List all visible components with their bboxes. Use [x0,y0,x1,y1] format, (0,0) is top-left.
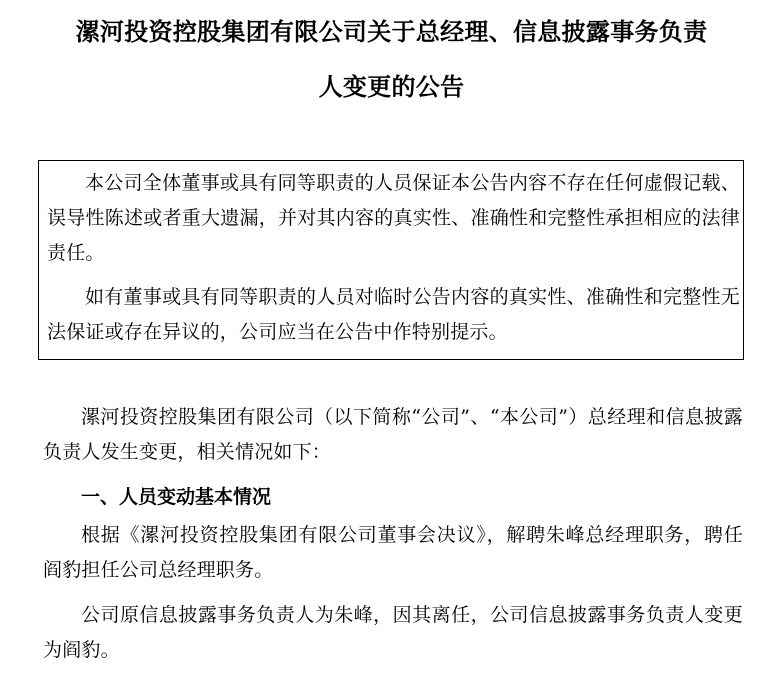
title-line-2: 人变更的公告 [318,72,465,101]
intro-paragraph: 漯河投资控股集团有限公司（以下简称“公司”、“本公司”）总经理和信息披露负责人发生变更，相关情况如下： [43,406,743,463]
section-paragraph-appointment: 根据《漯河投资控股集团有限公司董事会决议》，解聘朱峰总经理职务，聘任阎豹担任公司总经理职务。 [43,524,743,581]
disclaimer-paragraph-1: 本公司全体董事或具有同等职责的人员保证本公告内容不存在任何虚假记载、误导性陈述或者重大遗漏，并对其内容的真实性、准确性和完整性承担相应的法律责任。 [47,172,740,264]
section-paragraph-disclosure-officer: 公司原信息披露事务负责人为朱峰，因其离任，公司信息披露事务负责人变更为阎豹。 [43,604,743,661]
title-line-1: 漯河投资控股集团有限公司关于总经理、信息披露事务负责 [75,17,708,46]
section-heading-personnel-changes: 一、人员变动基本情况 [81,486,272,508]
disclaimer-paragraph-2: 如有董事或具有同等职责的人员对临时公告内容的真实性、准确性和完整性无法保证或存在异议的，公司应当在公告中作特别提示。 [47,286,740,343]
